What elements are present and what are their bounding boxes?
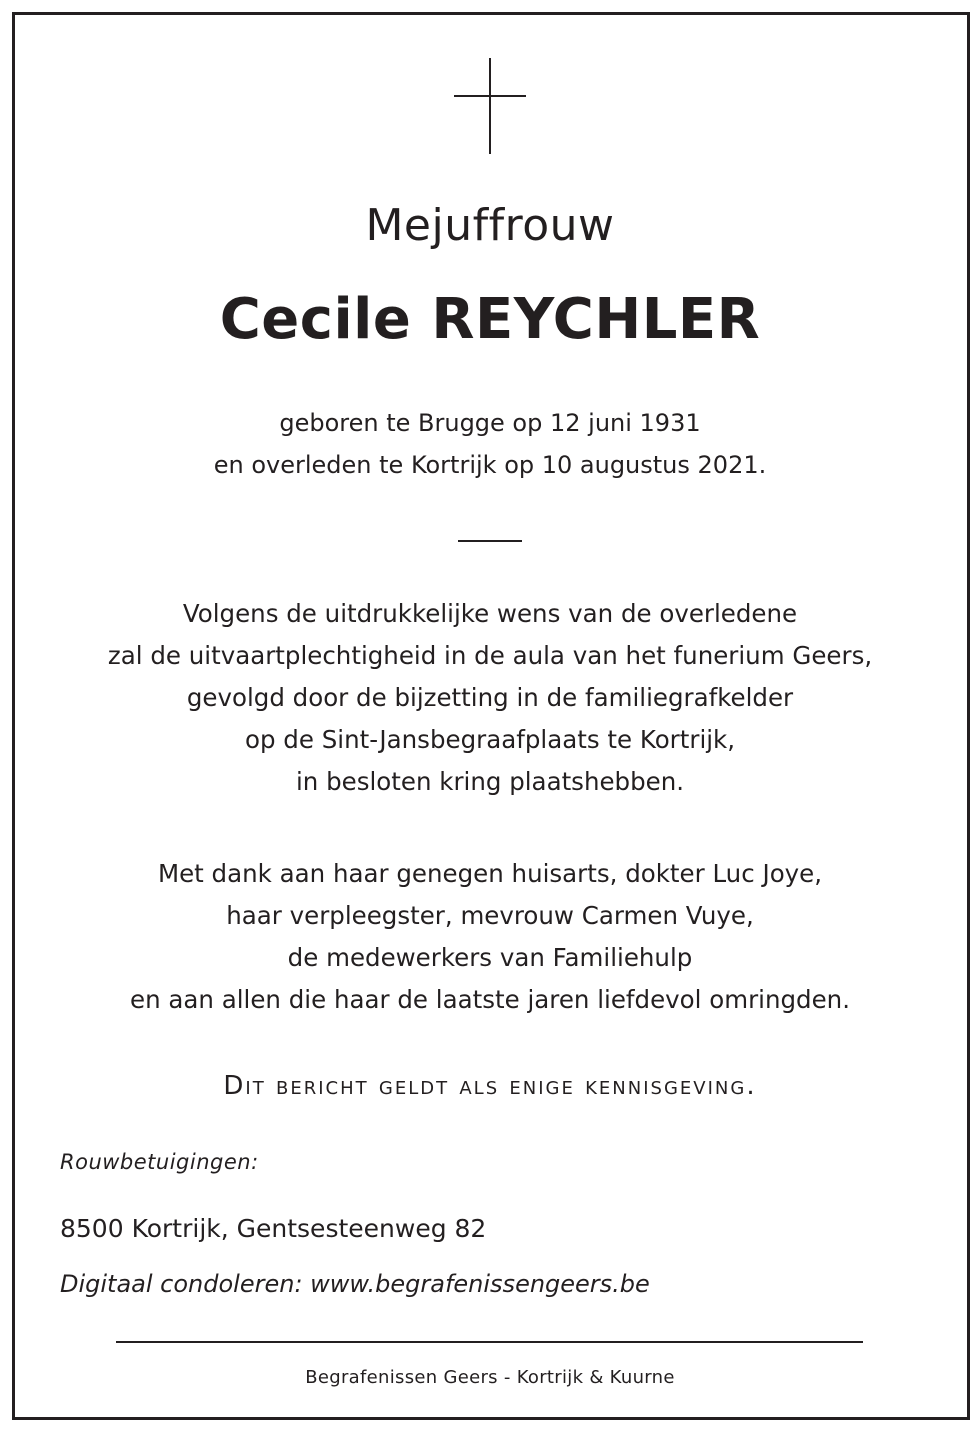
birth-line: geboren te Brugge op 12 juni 1931 (279, 409, 701, 437)
condolences-label: Rouwbetuigingen: (60, 1150, 259, 1174)
footer-divider (116, 1341, 863, 1343)
life-dates (0, 402, 980, 486)
paragraph-line: en aan allen die haar de laatste jaren liefdevol omringden. (130, 985, 850, 1014)
short-divider (458, 540, 522, 542)
honorific-title: Mejuffrouw (365, 200, 615, 251)
condolences-address: 8500 Kortrijk, Gentsesteenweg 82 (60, 1214, 487, 1243)
footer-text: Begrafenissen Geers - Kortrijk & Kuurne (305, 1367, 675, 1388)
funeral-paragraph (0, 593, 980, 803)
paragraph-line: gevolgd door de bijzetting in de familiegrafkelder (186, 683, 794, 712)
paragraph-line: Volgens de uitdrukkelijke wens van de overledene (182, 599, 798, 628)
paragraph-line: Met dank aan haar genegen huisarts, dokter Luc Joye, (157, 859, 823, 888)
digital-condolences-link[interactable]: Digitaal condoleren: www.begrafenissengeers.be (60, 1270, 650, 1298)
notice-line: Dit bericht geldt als enige kennisgeving. (223, 1071, 757, 1101)
paragraph-line: op de Sint-Jansbegraafplaats te Kortrijk, (244, 725, 736, 754)
deceased-name: Cecile REYCHLER (219, 287, 761, 352)
paragraph-line: zal de uitvaartplechtigheid in de aula van het funerium Geers, (107, 641, 873, 670)
death-line: en overleden te Kortrijk op 10 augustus 2021. (213, 451, 767, 479)
paragraph-line: in besloten kring plaatshebben. (295, 767, 685, 796)
thanks-paragraph (0, 853, 980, 1021)
cross-icon (454, 58, 526, 154)
paragraph-line: de medewerkers van Familiehulp (287, 943, 693, 972)
paragraph-line: haar verpleegster, mevrouw Carmen Vuye, (226, 901, 754, 930)
